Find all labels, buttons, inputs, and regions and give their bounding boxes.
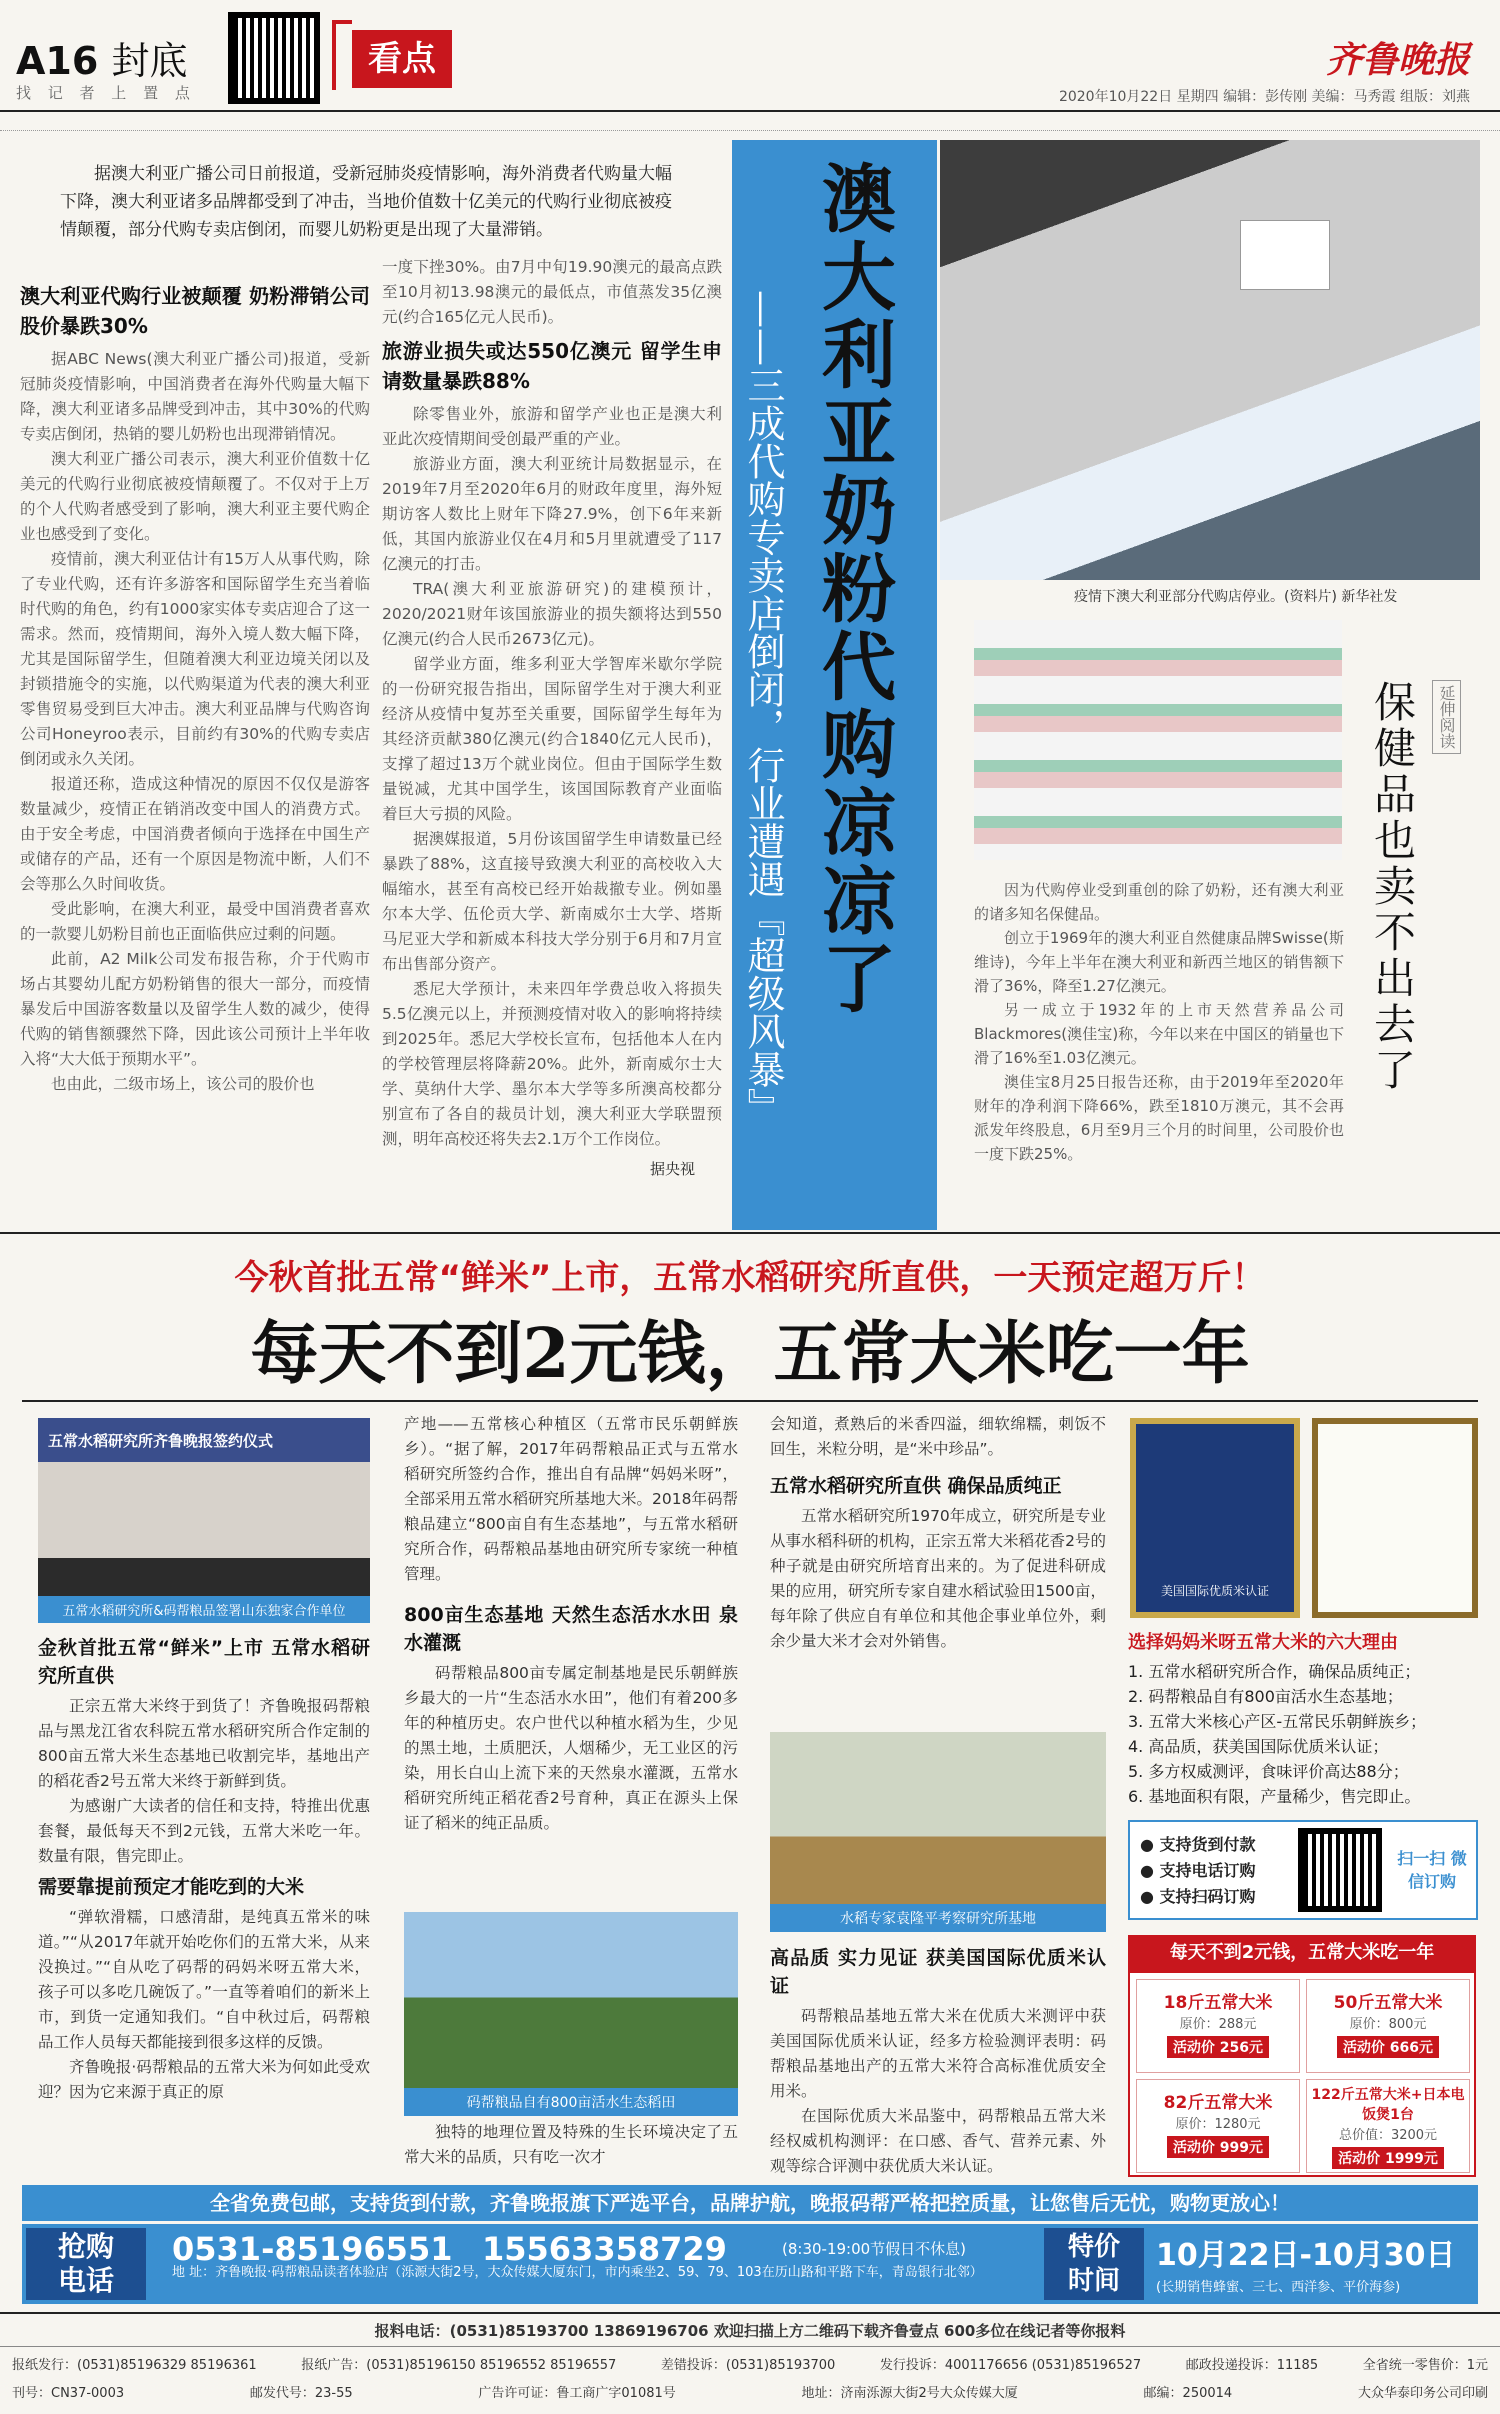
paragraph: 正宗五常大米终于到货了！齐鲁晚报码帮粮品与黑龙江省农科院五常水稻研究所合作定制的800亩五常大米生态基地已收割完毕，基地出产的稻花香2号五常大米终于新鲜到货。 bbox=[38, 1697, 370, 1790]
paragraph: 疫情前，澳大利亚估计有15万人从事代购，除了专业代购，还有许多游客和国际留学生充当着临时代购的角色，约有1000家实体专卖店迎合了这一需求。然而，疫情期间，海外入境人数大幅下降，尤其是国际留学生，但随着澳大利亚边境关闭以及封锁措施令的实施，以代购渠道为代表的澳大利亚零售贸易受到巨大冲击。澳大利亚品牌与代购咨询公司Honeyroo表示，目前约有30%的代购专卖店倒闭或永久关闭。 bbox=[20, 550, 370, 768]
paragraph: “弹软滑糯，口感清甜，是纯真五常米的味道。”“从2017年就开始吃你们的五常大米，从来没换过。”“自从吃了码帮的码妈米呀五常大米，孩子可以多吃几碗饭了。”一直等着咱们的新米上市，到货一定通知我们。“自中秋过后，码帮粮品工作人员每天都能接到很多这样的反馈。 bbox=[38, 1908, 370, 2051]
paragraph: 澳佳宝8月25日报告还称，由于2019年至2020年财年的净利润下降66%，跌至1810万澳元，其不会再派发年终股息，6月至9月三个月的时间里，公司股价也一度下跌25%。 bbox=[974, 1073, 1344, 1163]
price-option-18[interactable]: 18斤五常大米 原价：288元 活动价 256元 bbox=[1136, 1979, 1300, 2073]
ad-headline-rule bbox=[22, 1400, 1478, 1402]
paragraph: 会知道，煮熟后的米香四溢，细软绵糯，刺饭不回生，米粒分明，是“米中珍品”。 bbox=[770, 1415, 1106, 1458]
time-label: 特价时间 bbox=[1044, 2228, 1144, 2300]
paragraph: 产地——五常核心种植区（五常市民乐朝鲜族乡）。“据了解，2017年码帮粮品正式与五常水稻研究所签约合作，推出自有品牌“妈妈米呀”，全部采用五常水稻研究所基地大米。2018年码帮粮品建立“800亩自有生态基地”，与五常水稻研究所合作，码帮粮品基地由研究所专家统一种植管理。 bbox=[404, 1415, 738, 1583]
footer-item: 刊号：CN37-0003 bbox=[12, 2386, 125, 2401]
ad-tagline: 今秋首批五常“鲜米”上市，五常水稻研究所直供，一天预定超万斤！ bbox=[234, 1258, 1266, 1298]
health-products-shelf-photo bbox=[974, 620, 1342, 860]
footer-item: 邮发代号：23-55 bbox=[249, 2386, 353, 2401]
reason-item: 6. 基地面积有限，产量稀少，售完即止。 bbox=[1128, 1787, 1421, 1806]
footer-item: 大众华泰印务公司印刷 bbox=[1357, 2386, 1488, 2401]
footer-divider bbox=[0, 2312, 1500, 2314]
reason-item: 5. 多方权威测评，食味评价高达88分； bbox=[1128, 1762, 1409, 1781]
paragraph: 创立于1969年的澳大利亚自然健康品牌Swisse(斯维诗)，今年上半年在澳大利亚和新西兰地区的销售额下滑了36%，降至1.27亿澳元。 bbox=[974, 929, 1344, 995]
ad-column-3-tail bbox=[770, 1940, 1106, 2180]
paragraph: 报道还称，造成这种情况的原因不仅仅是游客数量减少，疫情正在销消改变中国人的消费方式。由于安全考虑，中国消费者倾向于选择在中国生产或储存的产品，还有一个原因是物流中断，人们不会等那么久时间收货。 bbox=[20, 775, 370, 893]
support-list bbox=[1140, 1832, 1256, 1910]
header-dotline bbox=[0, 130, 1500, 131]
price-box-title: 每天不到2元钱，五常大米吃一年 bbox=[1128, 1935, 1476, 1971]
paragraph: 因为代购停业受到重创的除了奶粉，还有澳大利亚的诸多知名保健品。 bbox=[974, 881, 1344, 923]
footer-divider bbox=[0, 2346, 1500, 2347]
scan-label: 扫一扫 微信订购 bbox=[1397, 1849, 1467, 1891]
address: 地 址：齐鲁晚报·码帮粮品读者体验店（泺源大街2号，大众传媒大厦东门，市内乘坐2、59、79、103在历山路和平路下车，青岛银行北邻） bbox=[172, 2265, 983, 2280]
order-bar bbox=[22, 2224, 1478, 2304]
photo-caption: 疫情下澳大利亚部分代购店停业。(资料片) 新华社发 bbox=[1074, 589, 1398, 605]
section-tag: 看点 bbox=[352, 30, 452, 88]
footer-item: 全省统一零售价：1元 bbox=[1362, 2358, 1488, 2373]
header-sub: 找 记 者 上 置 点 bbox=[16, 84, 196, 102]
article-column-2 bbox=[382, 255, 722, 1155]
sub-headline: ——三成代购专卖店倒闭，行业遭遇『超级风暴』 bbox=[741, 290, 785, 1126]
certificate-image-2 bbox=[1312, 1418, 1478, 1618]
ad-column-2 bbox=[404, 1412, 738, 1912]
paragraph: 五常水稻研究所1970年成立，研究所是专业从事水稻科研的机构，正宗五常大米稻花香2号的种子就是由研究所培育出来的。为了促进科研成果的应用，研究所专家自建水稻试验田1500亩，每年除了供应自有单位和其他企事业单位外，剩余少量大米才会对外销售。 bbox=[770, 1507, 1106, 1650]
paragraph: 为感谢广大读者的信任和支持，特推出优惠套餐，最低每天不到2元钱，五常大米吃一年。数量有限，售完即止。 bbox=[38, 1797, 370, 1865]
paragraph: 受此影响，在澳大利亚，最受中国消费者喜欢的一款婴儿奶粉目前也正面临供应过剩的问题。 bbox=[20, 900, 370, 943]
notice-sign bbox=[1240, 220, 1330, 290]
paragraph: 除零售业外，旅游和留学产业也正是澳大利亚此次疫情期间受创最严重的产业。 bbox=[382, 405, 722, 448]
paragraph: 澳大利亚广播公司表示，澳大利亚价值数十亿美元的代购行业彻底被疫情颠覆了。不仅对于上万的个人代购者感受到了影响，澳大利亚主要代购企业也感受到了变化。 bbox=[20, 450, 370, 543]
ad-column-3 bbox=[770, 1412, 1106, 1732]
support-box bbox=[1128, 1820, 1478, 1920]
reasons-title: 选择妈妈米呀五常大米的六大理由 bbox=[1128, 1632, 1398, 1653]
signing-ceremony-photo bbox=[38, 1418, 370, 1618]
paragraph: 码帮粮品基地五常大米在优质大米测评中获美国国际优质米认证，经多方检验测评表明：码帮粮品基地出产的五常大米符合高标准优质安全用米。 bbox=[770, 2007, 1106, 2100]
price-option-82[interactable]: 82斤五常大米 原价：1280元 活动价 999元 bbox=[1136, 2079, 1300, 2173]
reason-item: 4. 高品质，获美国国际优质米认证； bbox=[1128, 1737, 1389, 1756]
footer-item: 广告许可证：鲁工商广字01081号 bbox=[478, 2386, 676, 2401]
price-grid bbox=[1128, 1971, 1476, 2177]
ad-column-2-tail bbox=[404, 2120, 738, 2170]
reason-item: 2. 码帮粮品自有800亩活水生态基地； bbox=[1128, 1687, 1403, 1706]
wechat-qr-icon[interactable] bbox=[1298, 1828, 1382, 1912]
photo-caption: 水稻专家袁隆平考察研究所基地 bbox=[770, 1904, 1106, 1932]
support-item: ● 支持电话订购 bbox=[1140, 1861, 1256, 1880]
side-article bbox=[974, 878, 1344, 1218]
banner-text: 五常水稻研究所齐鲁晚报签约仪式 bbox=[48, 1432, 274, 1450]
footer-row-1 bbox=[0, 2354, 1500, 2373]
ad-subheading: 需要靠提前预定才能吃到的大米 bbox=[38, 1876, 305, 1898]
paragraph: TRA(澳大利亚旅游研究)的建模预计，2020/2021财年该国旅游业的损失额将达到550亿澳元(约合人民币2673亿元)。 bbox=[382, 580, 722, 648]
page-number: A16 封底 bbox=[16, 39, 188, 83]
footer-item: 差错投诉：(0531)85193700 bbox=[660, 2358, 836, 2373]
expert-visit-photo bbox=[770, 1732, 1106, 1922]
newspaper-logo: 齐鲁晚报 bbox=[1325, 39, 1470, 81]
price-option-50[interactable]: 50斤五常大米 原价：800元 活动价 666元 bbox=[1306, 1979, 1470, 2073]
footer-item: 地址：济南泺源大街2号大众传媒大厦 bbox=[801, 2386, 1018, 2401]
support-item: ● 支持货到付款 bbox=[1140, 1835, 1256, 1854]
paragraph: 齐鲁晚报·码帮粮品的五常大米为何如此受欢迎？因为它来源于真正的原 bbox=[38, 2058, 370, 2101]
footer-item: 邮编：250014 bbox=[1143, 2386, 1233, 2401]
store-closed-photo bbox=[940, 140, 1480, 580]
rice-field-photo bbox=[404, 1912, 738, 2102]
paragraph: 也由此，二级市场上，该公司的股价也 bbox=[51, 1075, 315, 1093]
ad-subheading: 高品质 实力见证 获美国国际优质米认证 bbox=[770, 1947, 1106, 1997]
header-divider bbox=[0, 110, 1500, 112]
footer-item: 报纸广告：(0531)85196150 85196552 85196557 bbox=[301, 2358, 617, 2373]
reason-item: 1. 五常水稻研究所合作，确保品质纯正； bbox=[1128, 1662, 1421, 1681]
hours: (8:30-19:00节假日不休息) bbox=[782, 2240, 967, 2258]
extended-reading-tag: 延伸阅读 bbox=[1432, 680, 1461, 754]
subheading-2: 旅游业损失或达550亿澳元 留学生申请数量暴跌88% bbox=[382, 339, 722, 393]
paragraph: 据ABC News(澳大利亚广播公司)报道，受新冠肺炎疫情影响，中国消费者在海外代购量大幅下降，澳大利亚诸多品牌受到冲击，其中30%的代购专卖店倒闭，热销的婴儿奶粉也出现滞销情况。 bbox=[20, 350, 370, 443]
cert-caption: 美国国际优质米认证 bbox=[1160, 1584, 1269, 1598]
ad-divider bbox=[0, 1232, 1500, 1234]
paragraph: 一度下挫30%。由7月中旬19.90澳元的最高点跌至10月初13.98澳元的最低点，市值蒸发35亿澳元(约合165亿元人民币)。 bbox=[382, 258, 722, 326]
reason-item: 3. 五常大米核心产区-五常民乐朝鲜族乡； bbox=[1128, 1712, 1427, 1731]
footer-row-2 bbox=[0, 2382, 1500, 2401]
main-headline: 澳大利亚奶粉代购凉凉了 bbox=[810, 160, 896, 1018]
footer-item: 报纸发行：(0531)85196329 85196361 bbox=[12, 2358, 257, 2373]
tag-bracket bbox=[332, 20, 352, 90]
ad-headline: 每天不到2元钱，五常大米吃一年 bbox=[250, 1314, 1250, 1394]
ad-column-1 bbox=[38, 1630, 370, 2175]
order-label: 抢购电话 bbox=[26, 2228, 146, 2300]
paragraph: 此前，A2 Milk公司发布报告称，介于代购市场占其婴幼儿配方奶粉销售的很大一部分，而疫情暴发后中国游客数量以及留学生人数的减少，使得代购的销售额骤然下降，因此该公司预计上半年收入将“大大低于预期水平”。 bbox=[20, 950, 370, 1068]
subheading-1: 澳大利亚代购行业被颠覆 奶粉滞销公司股价暴跌30% bbox=[20, 284, 370, 338]
six-reasons-list bbox=[1128, 1630, 1478, 1809]
paragraph: 留学业方面，维多利亚大学智库米歇尔学院的一份研究报告指出，国际留学生对于澳大利亚经济从疫情中复苏至关重要，国际留学生每年为其经济贡献380亿澳元(约合1840亿元人民币)，支撑了超过13万个就业岗位。但由于国际学生数量锐减，尤其中国学生，该国国际教育产业面临着巨大亏损的风险。 bbox=[382, 655, 722, 823]
paragraph: 另一成立于1932年的上市天然营养品公司Blackmores(澳佳宝)称，今年以来在中国区的销量也下滑了16%至1.03亿澳元。 bbox=[974, 1001, 1344, 1067]
sale-note: (长期销售蜂蜜、三七、西洋参、平价海参) bbox=[1156, 2280, 1401, 2295]
price-option-122[interactable]: 122斤五常大米+日本电饭煲1台 总价值：3200元 活动价 1999元 bbox=[1306, 2079, 1470, 2173]
footer-item: 邮政投递投诉：11185 bbox=[1185, 2358, 1319, 2373]
paragraph: 旅游业方面，澳大利亚统计局数据显示，在2019年7月至2020年6月的财政年度里，海外短期访客人数比上财年下降27.9%，创下6年来新低，其国内旅游业仅在4月和5月里就遭受了117亿澳元的打击。 bbox=[382, 455, 722, 573]
phone-1[interactable]: 0531-85196551 bbox=[172, 2230, 453, 2268]
support-item: ● 支持扫码订购 bbox=[1140, 1887, 1256, 1906]
photo-caption: 码帮粮品自有800亩活水生态稻田 bbox=[404, 2088, 738, 2116]
paragraph: 悉尼大学预计，未来四年学费总收入将损失5.5亿澳元以上，并预测疫情对收入的影响将持续到2025年。悉尼大学校长宣布，包括他本人在内的学校管理层将降薪20%。此外，新南威尔士大学、莫纳什大学、墨尔本大学等多所澳高校都分别宣布了各自的裁员计划，澳大利亚大学联盟预测，明年高校还将失去2.1万个工作岗位。 bbox=[382, 980, 722, 1148]
intro-paragraph: 据澳大利亚广播公司日前报道，受新冠肺炎疫情影响，海外消费者代购量大幅下降，澳大利亚诸多品牌都受到了冲击，当地价值数十亿美元的代购行业彻底被疫情颠覆，部分代购专卖店倒闭，而婴儿奶粉更是出现了大量滞销。 bbox=[60, 164, 672, 240]
qr-code-icon[interactable] bbox=[228, 12, 320, 104]
paragraph: 码帮粮品800亩专属定制基地是民乐朝鲜族乡最大的一片“生态活水水田”，他们有着200多年的种植历史。农户世代以种植水稻为生，少见的黑土地，土质肥沃，人烟稀少，无工业区的污染，用长白山上流下来的天然泉水灌溉，五常水稻研究所纯正稻花香2号育种，真正在源头上保证了稻米的纯正品质。 bbox=[404, 1664, 738, 1832]
footer-item: 发行投诉：4001176656 (0531)85196527 bbox=[879, 2358, 1142, 2373]
header-meta: 2020年10月22日 星期四 编辑：彭传刚 美编：马秀霞 组版：刘燕 bbox=[1058, 89, 1470, 105]
paragraph: 在国际优质大米品鉴中，码帮粮品五常大米经权威机构测评：在口感、香气、营养元素、外观等综合评测中获优质大米认证。 bbox=[770, 2107, 1106, 2175]
phone-2[interactable]: 15563358729 bbox=[482, 2230, 727, 2268]
shipping-strip: 全省免费包邮，支持货到付款，齐鲁晚报旗下严选平台，品牌护航，晚报码帮严格把控质量，让您售后无忧，购物更放心！ bbox=[22, 2185, 1478, 2221]
source-credit: 据央视 bbox=[650, 1160, 696, 1178]
paragraph: 独特的地理位置及特殊的生长环境决定了五常大米的品质，只有吃一次才 bbox=[404, 2123, 738, 2166]
ad-subheading: 五常水稻研究所直供 确保品质纯正 bbox=[770, 1475, 1062, 1497]
side-headline: 保健品也卖不出去了 bbox=[1368, 680, 1417, 1094]
article-column-1 bbox=[20, 275, 370, 1190]
paragraph: 据澳媒报道，5月份该国留学生申请数量已经暴跌了88%，这直接导致澳大利亚的高校收入大幅缩水，甚至有高校已经开始裁撤专业。例如墨尔本大学、伍伦贡大学、新南威尔士大学、塔斯马尼亚大学和新威本科技大学分别于6月和7月宣布出售部分资产。 bbox=[382, 830, 722, 973]
ad-subheading: 金秋首批五常“鲜米”上市 五常水稻研究所直供 bbox=[38, 1637, 370, 1687]
photo-caption: 五常水稻研究所&码帮粮品签署山东独家合作单位 bbox=[38, 1596, 370, 1623]
sale-time: 10月22日-10月30日 bbox=[1156, 2238, 1456, 2273]
footer-hotline: 报料电话：(0531)85193700 13869196706 欢迎扫描上方二维码下载齐鲁壹点 600多位在线记者等你报料 bbox=[374, 2322, 1126, 2340]
ad-subheading: 800亩生态基地 天然生态活水水田 泉水灌溉 bbox=[404, 1604, 738, 1654]
